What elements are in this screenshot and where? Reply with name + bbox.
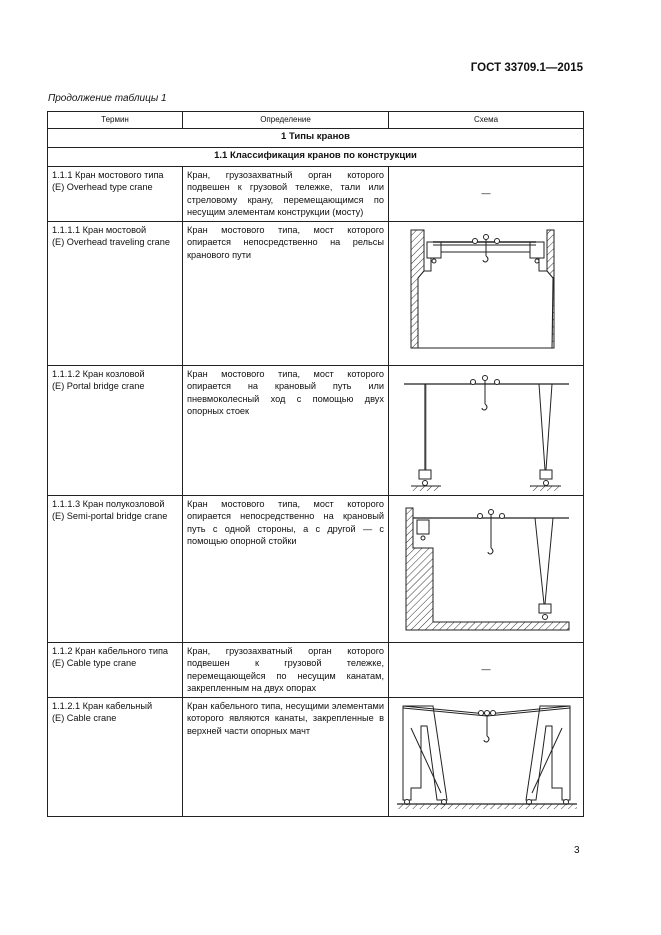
- portal-crane-diagram: [389, 366, 584, 495]
- term-cell: [48, 495, 183, 642]
- column-header-definition: Определение: [183, 112, 389, 129]
- table-row: [48, 166, 584, 221]
- term-cell: [48, 221, 183, 365]
- terms-table: [47, 111, 584, 817]
- definition-cell: Кран, грузозахватный орган которого подвешен к грузовой тележке, перемещающейся по несущим канатам, закрепленным на двух опорах: [183, 642, 389, 697]
- term-text: 1.1.1.1 Кран мостовой (E) Overhead traveling crane: [52, 224, 170, 247]
- column-header-term: Термин: [48, 112, 183, 129]
- schema-cell: [389, 221, 584, 365]
- term-cell: [48, 166, 183, 221]
- cable-crane-diagram: [389, 698, 584, 816]
- definition-cell: Кран мостового типа, мост которого опирается непосредственно на рельсы кранового пути: [183, 221, 389, 365]
- term-text: 1.1.2.1 Кран кабельный (E) Cable crane: [52, 700, 153, 723]
- column-header-schema: Схема: [389, 112, 584, 129]
- overhead-crane-diagram: [389, 222, 584, 365]
- standard-number: ГОСТ 33709.1—2015: [470, 62, 583, 74]
- term-cell: [48, 365, 183, 495]
- table-row: [48, 365, 584, 495]
- definition-cell: Кран мостового типа, мост которого опирается на крановый путь или пневмоколесный ход с помощью двух опорных стоек: [183, 365, 389, 495]
- table-row: [48, 642, 584, 697]
- definition-cell: Кран кабельного типа, несущими элементами которого являются канаты, закрепленные в верхней части опорных мачт: [183, 697, 389, 816]
- term-cell: [48, 642, 183, 697]
- schema-cell: [389, 365, 584, 495]
- table-row: [48, 221, 584, 365]
- term-text: 1.1.2 Кран кабельного типа (E) Cable type crane: [52, 645, 169, 668]
- term-text: 1.1.1.3 Кран полукозловой (E) Semi-portal bridge crane: [52, 498, 168, 521]
- subsection-title: 1.1 Классификация кранов по конструкции: [48, 147, 584, 166]
- definition-cell: Кран мостового типа, мост которого опирается непосредственно на крановый путь с одной стороны, а с другой — с помощью опорной стойки: [183, 495, 389, 642]
- term-text: 1.1.1 Кран мостового типа (E) Overhead type crane: [52, 169, 164, 192]
- schema-cell: [389, 697, 584, 816]
- subsection-row: [48, 147, 584, 166]
- section-row: [48, 128, 584, 147]
- schema-cell: [389, 495, 584, 642]
- section-title: 1 Типы кранов: [48, 128, 584, 147]
- schema-cell-empty: —: [389, 166, 584, 221]
- table-row: [48, 495, 584, 642]
- table-header-row: [48, 112, 584, 129]
- page-number: 3: [574, 845, 580, 856]
- table-continuation-caption: Продолжение таблицы 1: [48, 93, 167, 104]
- semi-portal-crane-diagram: [389, 496, 584, 642]
- term-cell: [48, 697, 183, 816]
- definition-cell: Кран, грузозахватный орган которого подвешен к грузовой тележке, тали или стреловому крану, перемещающимся по несущим элементам конструкции (мосту): [183, 166, 389, 221]
- table-row: [48, 697, 584, 816]
- schema-cell-empty: —: [389, 642, 584, 697]
- term-text: 1.1.1.2 Кран козловой (E) Portal bridge crane: [52, 368, 145, 391]
